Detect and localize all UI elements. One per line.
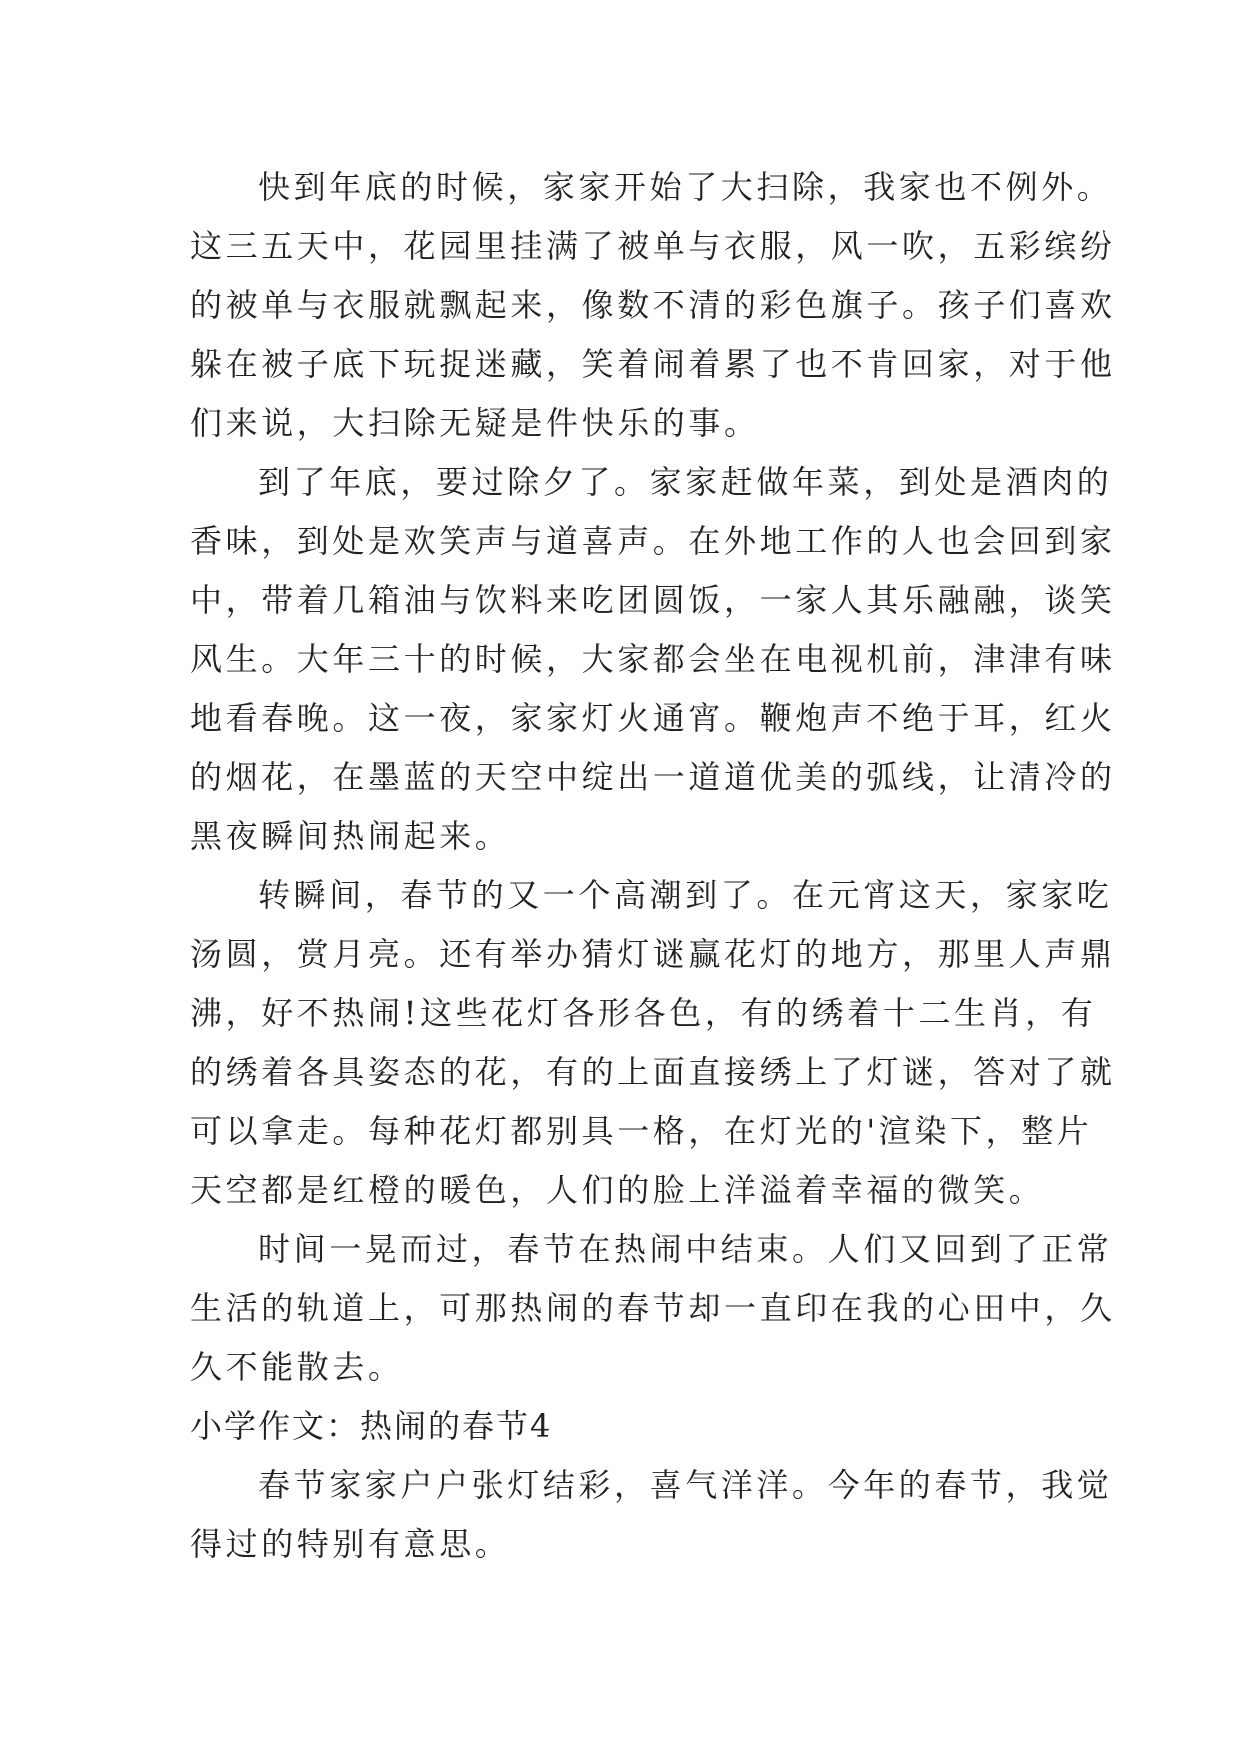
paragraph-line: 得过的特别有意思。	[190, 1525, 511, 1563]
paragraph-line: 生活的轨道上，可那热闹的春节却一直印在我的心田中，久	[190, 1289, 1116, 1327]
paragraph-3	[190, 866, 1116, 1220]
paragraph-line: 久不能散去。	[190, 1348, 404, 1386]
paragraph-line: 们来说，大扫除无疑是件快乐的事。	[190, 404, 760, 442]
paragraph-line: 躲在被子底下玩捉迷藏，笑着闹着累了也不肯回家，对于他	[190, 345, 1116, 383]
paragraph-line: 的被单与衣服就飘起来，像数不清的彩色旗子。孩子们喜欢	[190, 286, 1116, 324]
paragraph-line: 天空都是红橙的暖色，人们的脸上洋溢着幸福的微笑。	[190, 1171, 1045, 1209]
paragraph-line: 春节家家户户张灯结彩，喜气洋洋。今年的春节，我觉	[258, 1466, 1113, 1504]
essay-body	[190, 158, 1116, 1574]
paragraph-4	[190, 1220, 1116, 1397]
paragraph-line: 的烟花，在墨蓝的天空中绽出一道道优美的弧线，让清冷的	[190, 758, 1116, 796]
paragraph-1	[190, 158, 1116, 453]
paragraph-line: 中，带着几箱油与饮料来吃团圆饭，一家人其乐融融，谈笑	[190, 581, 1116, 619]
paragraph-line: 沸，好不热闹!这些花灯各形各色，有的绣着十二生肖，有	[190, 994, 1097, 1032]
paragraph-line: 地看春晚。这一夜，家家灯火通宵。鞭炮声不绝于耳，红火	[190, 699, 1116, 737]
paragraph-line: 快到年底的时候，家家开始了大扫除，我家也不例外。	[258, 168, 1113, 206]
paragraph-line: 汤圆，赏月亮。还有举办猜灯谜赢花灯的地方，那里人声鼎	[190, 935, 1116, 973]
paragraph-line: 时间一晃而过，春节在热闹中结束。人们又回到了正常	[258, 1230, 1113, 1268]
paragraph-line: 黑夜瞬间热闹起来。	[190, 817, 511, 855]
paragraph-5	[190, 1456, 1113, 1574]
paragraph-line: 到了年底，要过除夕了。家家赶做年菜，到处是酒肉的	[258, 463, 1113, 501]
paragraph-line: 的绣着各具姿态的花，有的上面直接绣上了灯谜，答对了就	[190, 1053, 1116, 1091]
paragraph-line: 这三五天中，花园里挂满了被单与衣服，风一吹，五彩缤纷	[190, 227, 1116, 265]
paragraph-line: 转瞬间，春节的又一个高潮到了。在元宵这天，家家吃	[258, 876, 1113, 914]
paragraph-line: 风生。大年三十的时候，大家都会坐在电视机前，津津有味	[190, 640, 1116, 678]
paragraph-2	[190, 453, 1116, 866]
section-heading: 小学作文：热闹的春节4	[190, 1407, 553, 1445]
paragraph-line: 可以拿走。每种花灯都别具一格，在灯光的'渲染下，整片	[190, 1112, 1093, 1150]
paragraph-line: 香味，到处是欢笑声与道喜声。在外地工作的人也会回到家	[190, 522, 1116, 560]
